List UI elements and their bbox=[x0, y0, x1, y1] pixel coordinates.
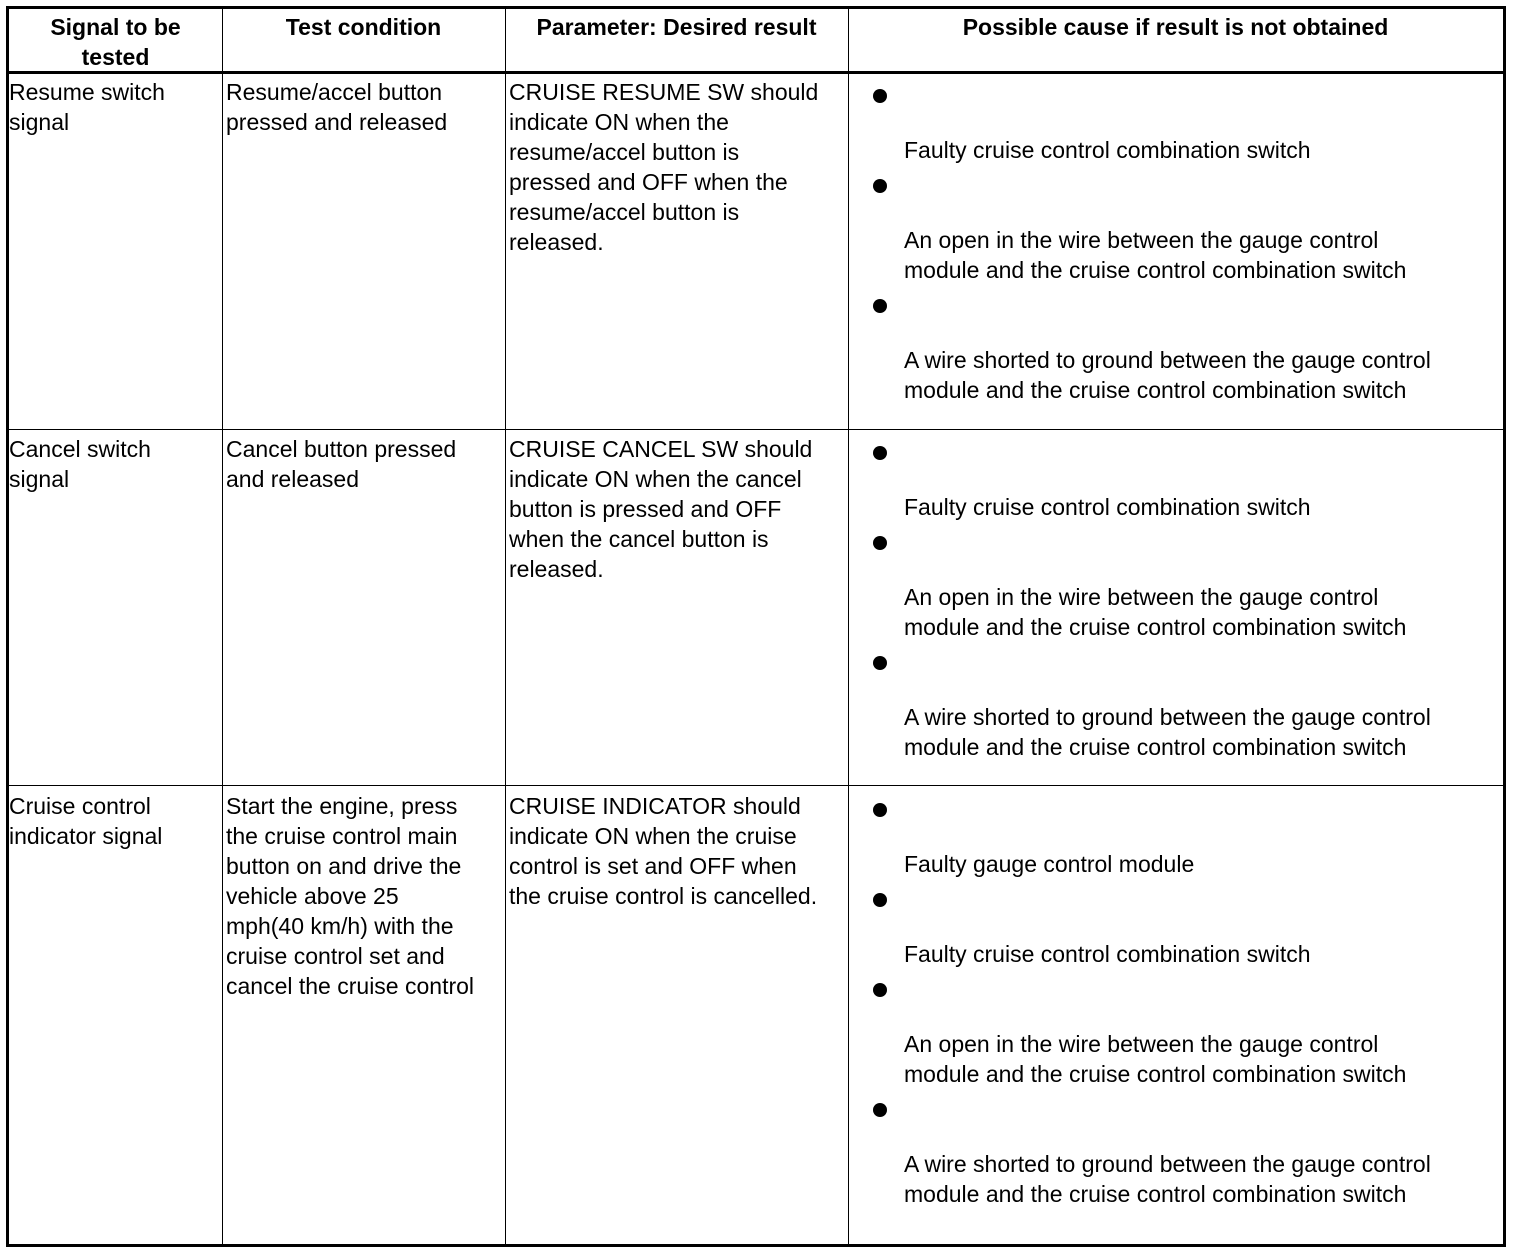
row1-condition: Resume/accel button pressed and released bbox=[226, 79, 448, 135]
row-divider bbox=[9, 785, 1503, 786]
row2-signal: Cancel switch signal bbox=[9, 436, 151, 492]
cause-item bbox=[864, 299, 1504, 405]
row3-signal: Cruise control indicator signal bbox=[9, 793, 163, 849]
header-signal: Signal to be tested bbox=[50, 14, 181, 70]
row2-parameter: CRUISE CANCEL SW should indicate ON when the cancel button is pressed and OFF when the cancel button is released. bbox=[509, 436, 813, 582]
header-parameter: Parameter: Desired result bbox=[536, 14, 817, 40]
bullet-icon bbox=[873, 299, 887, 313]
cause-text: An open in the wire between the gauge control module and the cruise control combination switch bbox=[904, 1031, 1407, 1087]
row1-signal: Resume switch signal bbox=[9, 79, 165, 135]
bullet-icon bbox=[873, 1103, 887, 1117]
bullet-icon bbox=[873, 446, 887, 460]
row-divider bbox=[9, 429, 1503, 430]
header-condition: Test condition bbox=[285, 14, 442, 40]
cause-text: An open in the wire between the gauge control module and the cruise control combination switch bbox=[904, 227, 1407, 283]
row3-parameter: CRUISE INDICATOR should indicate ON when the cruise control is set and OFF when the cruise control is cancelled. bbox=[509, 793, 818, 909]
header-cause: Possible cause if result is not obtained bbox=[962, 14, 1389, 40]
cause-item bbox=[864, 179, 1504, 285]
cause-item bbox=[864, 89, 1504, 165]
bullet-icon bbox=[873, 89, 887, 103]
cause-text: An open in the wire between the gauge control module and the cruise control combination switch bbox=[904, 584, 1407, 640]
column-divider bbox=[848, 9, 849, 1244]
cause-item bbox=[864, 536, 1504, 642]
column-divider bbox=[505, 9, 506, 1244]
cause-item bbox=[864, 893, 1504, 969]
cause-text: Faulty cruise control combination switch bbox=[904, 941, 1311, 967]
cause-item bbox=[864, 446, 1504, 522]
cause-item bbox=[864, 656, 1504, 762]
bullet-icon bbox=[873, 179, 887, 193]
row2-causes bbox=[864, 437, 1504, 776]
bullet-icon bbox=[873, 536, 887, 550]
header-divider bbox=[9, 71, 1503, 74]
cause-text: A wire shorted to ground between the gauge control module and the cruise control combination switch bbox=[904, 1151, 1431, 1207]
cause-item bbox=[864, 983, 1504, 1089]
cause-text: A wire shorted to ground between the gauge control module and the cruise control combination switch bbox=[904, 704, 1431, 760]
diagnostic-table bbox=[6, 6, 1506, 1247]
row3-causes bbox=[864, 794, 1504, 1223]
column-divider bbox=[222, 9, 223, 1244]
cause-text: Faulty cruise control combination switch bbox=[904, 137, 1311, 163]
cause-text: A wire shorted to ground between the gauge control module and the cruise control combination switch bbox=[904, 347, 1431, 403]
bullet-icon bbox=[873, 656, 887, 670]
cause-item bbox=[864, 1103, 1504, 1209]
bullet-icon bbox=[873, 983, 887, 997]
bullet-icon bbox=[873, 803, 887, 817]
cause-text: Faulty cruise control combination switch bbox=[904, 494, 1311, 520]
row1-parameter: CRUISE RESUME SW should indicate ON when the resume/accel button is pressed and OFF when the resume/accel button is released. bbox=[509, 79, 819, 255]
row1-causes bbox=[864, 80, 1504, 419]
cause-text: Faulty gauge control module bbox=[904, 851, 1195, 877]
row2-condition: Cancel button pressed and released bbox=[226, 436, 457, 492]
bullet-icon bbox=[873, 893, 887, 907]
cause-item bbox=[864, 803, 1504, 879]
row3-condition: Start the engine, press the cruise control main button on and drive the vehicle above 25 mph(40 km/h) with the cruise control set and cancel the cruise control bbox=[226, 793, 475, 999]
